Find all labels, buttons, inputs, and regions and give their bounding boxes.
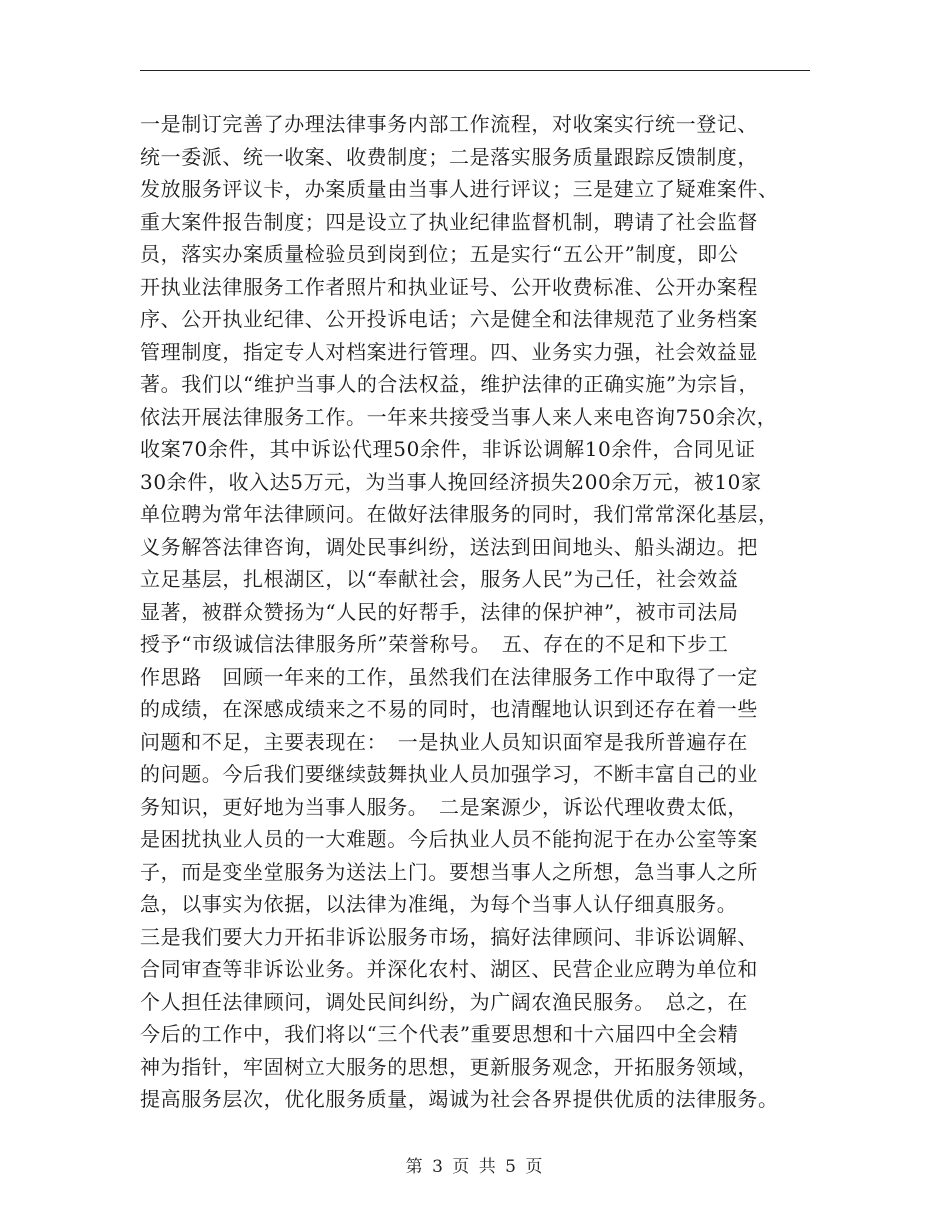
text-line: 管理制度，指定专人对档案进行管理。四、业务实力强，社会效益显 [140,339,758,364]
text-line: 合同审查等非诉讼业务。并深化农村、湖区、民营企业应聘为单位和 [140,957,758,981]
text-line: 30余件，收入达5万元，为当事人挽回经济损失200余万元，被10家 [140,469,762,494]
text-line: 子，而是变坐堂服务为送法上门。要想当事人之所想，急当事人之所 [140,859,758,884]
text-line: 一是制订完善了办理法律事务内部工作流程，对收案实行统一登记、 [140,112,758,136]
text-line: 今后的工作中，我们将以“三个代表”重要思想和十六届四中全会精 [140,1022,739,1046]
page-number: 第 3 页 共 5 页 [405,1157,545,1177]
text-line: 统一委派、统一收案、收费制度；二是落实服务质量跟踪反馈制度， [140,144,758,169]
text-line: 的成绩，在深感成绩来之不易的同时，也清醒地认识到还存在着一些 [140,697,758,721]
text-line: 是困扰执业人员的一大难题。今后执业人员不能拘泥于在办公室等案 [140,827,758,851]
text-line: 作思路 回顾一年来的工作，虽然我们在法律服务工作中取得了一定 [140,664,758,689]
text-line: 授予“市级诚信法律服务所”荣誉称号。 五、存在的不足和下步工 [140,632,729,656]
text-line: 显著，被群众赞扬为“人民的好帮手，法律的保护神”，被市司法局 [140,599,739,624]
text-line: 发放服务评议卡，办案质量由当事人进行评议；三是建立了疑难案件、 [140,177,779,201]
text-line: 依法开展法律服务工作。一年来共接受当事人来人来电咨询750余次， [140,404,778,429]
text-line: 义务解答法律咨询，调处民事纠纷，送法到田间地头、船头湖边。把 [140,534,758,559]
text-line: 急，以事实为依据，以法律为准绳，为每个当事人认仔细真服务。 [140,892,738,916]
text-line: 单位聘为常年法律顾问。在做好法律服务的同时，我们常常深化基层， [140,502,779,526]
text-line: 个人担任法律顾问，调处民间纠纷，为广阔农渔民服务。 总之，在 [140,989,748,1014]
text-line: 立足基层，扎根湖区，以“奉献社会，服务人民”为己任，社会效益 [140,567,739,591]
text-line: 提高服务层次，优化服务质量，竭诚为社会各界提供优质的法律服务。 [140,1087,779,1111]
text-line: 重大案件报告制度；四是设立了执业纪律监督机制，聘请了社会监督 [140,209,758,234]
text-line: 的问题。今后我们要继续鼓舞执业人员加强学习，不断丰富自己的业 [140,762,758,786]
text-line: 员，落实办案质量检验员到岗到位；五是实行“五公开”制度，即公 [140,242,739,266]
text-line: 三是我们要大力开拓非诉讼服务市场，搞好法律顾问、非诉讼调解、 [140,924,758,949]
text-line: 著。我们以“维护当事人的合法权益，维护法律的正确实施”为宗旨， [140,372,760,396]
text-line: 问题和不足，主要表现在： 一是执业人员知识面窄是我所普遍存在 [140,729,748,754]
text-line: 开执业法律服务工作者照片和执业证号、公开收费标准、公开办案程 [140,274,758,299]
text-line: 务知识，更好地为当事人服务。 二是案源少，诉讼代理收费太低， [140,794,748,819]
body-text [140,108,820,1116]
text-line: 神为指针，牢固树立大服务的思想，更新服务观念，开拓服务领域， [140,1054,758,1079]
text-line: 收案70余件，其中诉讼代理50余件，非诉讼调解10余件，合同见证 [140,437,756,461]
text-line: 序、公开执业纪律、公开投诉电话；六是健全和法律规范了业务档案 [140,307,758,331]
header-rule [140,70,810,71]
